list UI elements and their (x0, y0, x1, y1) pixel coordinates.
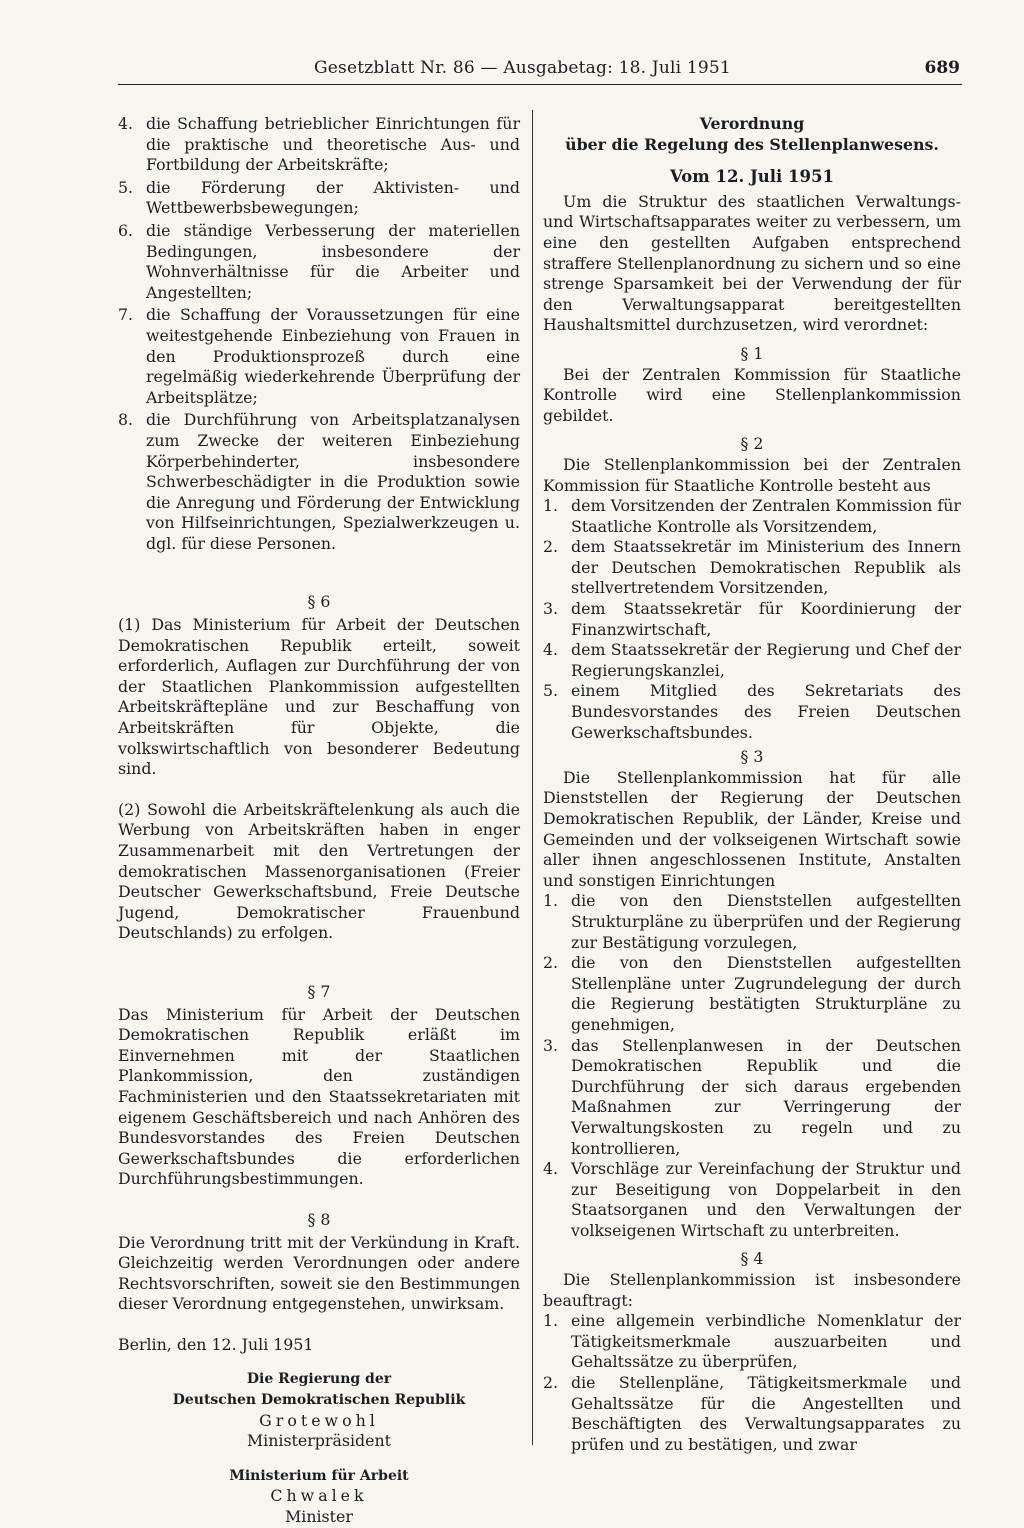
item-number: 2. (543, 953, 559, 973)
item-text: die Schaffung betrieblicher Einrichtungen für die praktische und theoretische Aus- und Fortbildung der Arbeitskräfte; (146, 114, 520, 175)
list-item (543, 1373, 961, 1455)
item-number: 5. (543, 681, 559, 701)
signature-role: Ministerpräsident (246, 1431, 392, 1451)
list-item (543, 681, 961, 743)
signature-block-ministry (118, 1466, 520, 1528)
signature-org-line: Ministerium für Arbeit (229, 1467, 409, 1484)
signature-role: Minister (285, 1507, 353, 1527)
section-1-text: Bei der Zentralen Kommission für Staatliche Kontrolle wird eine Stellenplankommission gebildet. (543, 364, 961, 425)
item-number: 2. (543, 537, 559, 557)
item-number: 5. (118, 177, 134, 197)
column-divider (532, 110, 533, 1445)
item-number: 3. (543, 1035, 559, 1055)
list-item (543, 891, 961, 953)
list-item (118, 410, 520, 554)
list-item (118, 221, 520, 303)
list-item (543, 537, 961, 599)
section-4-heading: § 4 (740, 1249, 764, 1269)
section-4-intro: Die Stellenplankommission ist insbesondere beauftragt: (543, 1270, 961, 1310)
item-text: die von den Dienststellen aufgestellten Stellenpläne unter Zugrundelegung der durch die Regierung bestätigten Strukturpläne zu genehmigen, (571, 953, 961, 1034)
item-text: dem Staatssekretär im Ministerium des Innern der Deutschen Demokratischen Republik als stellvertretendem Vorsitzenden, (571, 537, 961, 598)
page-number: 689 (924, 58, 960, 78)
ordinance-title: Verordnung (699, 114, 805, 133)
item-text: die Förderung der Aktivisten- und Wettbewerbsbewegungen; (146, 177, 520, 218)
item-number: 4. (543, 640, 559, 660)
list-item (543, 1036, 961, 1160)
section-3-heading: § 3 (740, 747, 764, 767)
section-3-intro: Die Stellenplankommission hat für alle Dienststellen der Regierung der Deutschen Demokratischen Republik, der Länder, Kreise und Gemeinden und der volkseigenen Wirtschaft sowie aller ihnen angeschlossenen Institute, Anstalten und sonstigen Einrichtungen (543, 767, 961, 890)
item-text: dem Vorsitzenden der Zentralen Kommission für Staatliche Kontrolle als Vorsitzendem, (571, 496, 961, 536)
item-text: dem Staatssekretär für Koordinierung der Finanzwirtschaft, (571, 599, 961, 639)
section-7-text: Das Ministerium für Arbeit der Deutschen Demokratischen Republik erläßt im Einvernehmen mit der Staatlichen Plankommission, den zuständigen Fachministerien und den Staatssekretariaten mit eigenem Geschäftsbereich und nach Anhören des Bundesvorstandes des Freien Deutschen Gewerkschaftsbundes die erforderlichen Durchführungsbestimmungen. (118, 1004, 520, 1189)
list-item (118, 178, 520, 219)
list-item (118, 114, 520, 176)
section-8-text: Die Verordnung tritt mit der Verkündung in Kraft. Gleichzeitig werden Verordnungen oder andere Rechtsvorschriften, soweit sie den Bestimmungen dieser Verordnung entgegenstehen, unwirksam. (118, 1232, 520, 1314)
section-1-heading: § 1 (740, 343, 764, 363)
signature-org-line-2: Deutschen Demokratischen Republik (172, 1392, 466, 1409)
item-text: einem Mitglied des Sekretariats des Bundesvorstandes des Freien Deutschen Gewerkschaftsbundes. (571, 681, 961, 742)
section-2-heading: § 2 (740, 434, 764, 454)
section-7-heading: § 7 (307, 981, 331, 1001)
header-title: Gesetzblatt Nr. 86 — Ausgabetag: 18. Juli 1951 (314, 58, 731, 78)
item-number: 7. (118, 305, 134, 325)
list-item (543, 1311, 961, 1373)
page-header (118, 56, 962, 85)
item-text: das Stellenplanwesen in der Deutschen Demokratischen Republik und die Durchführung der sich daraus ergebenden Maßnahmen zur Verringerung der Verwaltungskosten zu regeln und zu kontrollieren, (571, 1035, 961, 1158)
signature-block-government (118, 1369, 520, 1451)
list-item (543, 640, 961, 681)
item-number: 4. (543, 1159, 559, 1179)
list-item (543, 1159, 961, 1241)
item-text: die Durchführung von Arbeitsplatzanalysen zum Zwecke der weiteren Einbeziehung Körperbehinderter, insbesondere Schwerbeschädigter in die Produktion sowie die Anregung und Förderung der Entwicklung von Hilfseinrichtungen, Spezialwerkzeugen u. dgl. für diese Personen. (146, 410, 520, 553)
item-number: 1. (543, 496, 559, 516)
signature-name: Chwalek (270, 1486, 368, 1506)
ordinance-date: Vom 12. Juli 1951 (670, 167, 834, 187)
item-number: 4. (118, 114, 134, 133)
list-item (118, 305, 520, 408)
section-6-paragraph-2: (2) Sowohl die Arbeitskräftelenkung als auch die Werbung von Arbeitskräften haben in enger Zusammenarbeit mit den Vertretungen der demokratischen Massenorganisationen (Freier Deutscher Gewerkschaftsbund, Freie Deutsche Jugend, Demokratischer Frauenbund Deutschlands) zu erfolgen. (118, 799, 520, 943)
item-number: 1. (543, 1311, 559, 1331)
ordinance-subtitle: über die Regelung des Stellenplanwesens. (565, 134, 939, 154)
item-text: die Stellenpläne, Tätigkeitsmerkmale und Gehaltssätze für die Angestellten und Beschäftigten des Verwaltungsapparates zu prüfen und zu bestätigen, und zwar (571, 1373, 961, 1454)
item-text: die Schaffung der Voraussetzungen für eine weitestgehende Einbeziehung von Frauen in den Produktionsprozeß durch eine regelmäßig wiederkehrende Überprüfung der Arbeitsplätze; (146, 305, 520, 407)
list-item (543, 496, 961, 537)
list-item (543, 953, 961, 1035)
item-number: 8. (118, 410, 134, 430)
preamble: Um die Struktur des staatlichen Verwaltungs- und Wirtschaftsapparates weiter zu verbessern, um eine den gestellten Aufgaben entsprechend straffere Stellenplanordnung zu sichern und so eine strenge Sparsamkeit bei der Verwendung der für den Verwaltungsapparat bereitgestellten Haushaltsmittel durchzusetzen, wird verordnet: (543, 191, 961, 335)
left-column (118, 114, 520, 1528)
item-number: 3. (543, 599, 559, 619)
item-text: eine allgemein verbindliche Nomenklatur der Tätigkeitsmerkmale auszuarbeiten und Gehaltssätze zu überprüfen, (571, 1311, 961, 1372)
item-number: 6. (118, 220, 134, 240)
section-8-heading: § 8 (307, 1209, 331, 1229)
item-number: 2. (543, 1373, 559, 1393)
right-column (543, 114, 961, 1455)
signature-name: Grotewohl (259, 1410, 379, 1430)
item-text: dem Staatssekretär der Regierung und Chef der Regierungskanzlei, (571, 640, 961, 680)
place-date: Berlin, den 12. Juli 1951 (118, 1334, 314, 1354)
item-text: die ständige Verbesserung der materiellen Bedingungen, insbesondere der Wohnverhältnisse für die Arbeiter und Angestellten; (146, 220, 520, 302)
section-6-heading: § 6 (307, 592, 331, 612)
section-6-paragraph-1: (1) Das Ministerium für Arbeit der Deutschen Demokratischen Republik erteilt, soweit erforderlich, Auflagen zur Durchführung der von der Staatlichen Plankommission aufgestellten Arbeitskräftepläne und zur Beschaffung von Arbeitskräften für Objekte, die volkswirtschaftlich von besonderer Bedeutung sind. (118, 615, 520, 779)
item-text: die von den Dienststellen aufgestellten Strukturpläne zu überprüfen und der Regierung zur Bestätigung vorzulegen, (571, 891, 961, 952)
list-item (543, 599, 961, 640)
item-text: Vorschläge zur Vereinfachung der Struktur und zur Beseitigung von Doppelarbeit in den Staatsorganen und den Verwaltungen der volkseigenen Wirtschaft zu unterbreiten. (571, 1159, 961, 1240)
item-number: 1. (543, 891, 559, 911)
section-2-intro: Die Stellenplankommission bei der Zentralen Kommission für Staatliche Kontrolle besteht aus (543, 454, 961, 495)
signature-org-line-1: Die Regierung der (246, 1371, 392, 1388)
